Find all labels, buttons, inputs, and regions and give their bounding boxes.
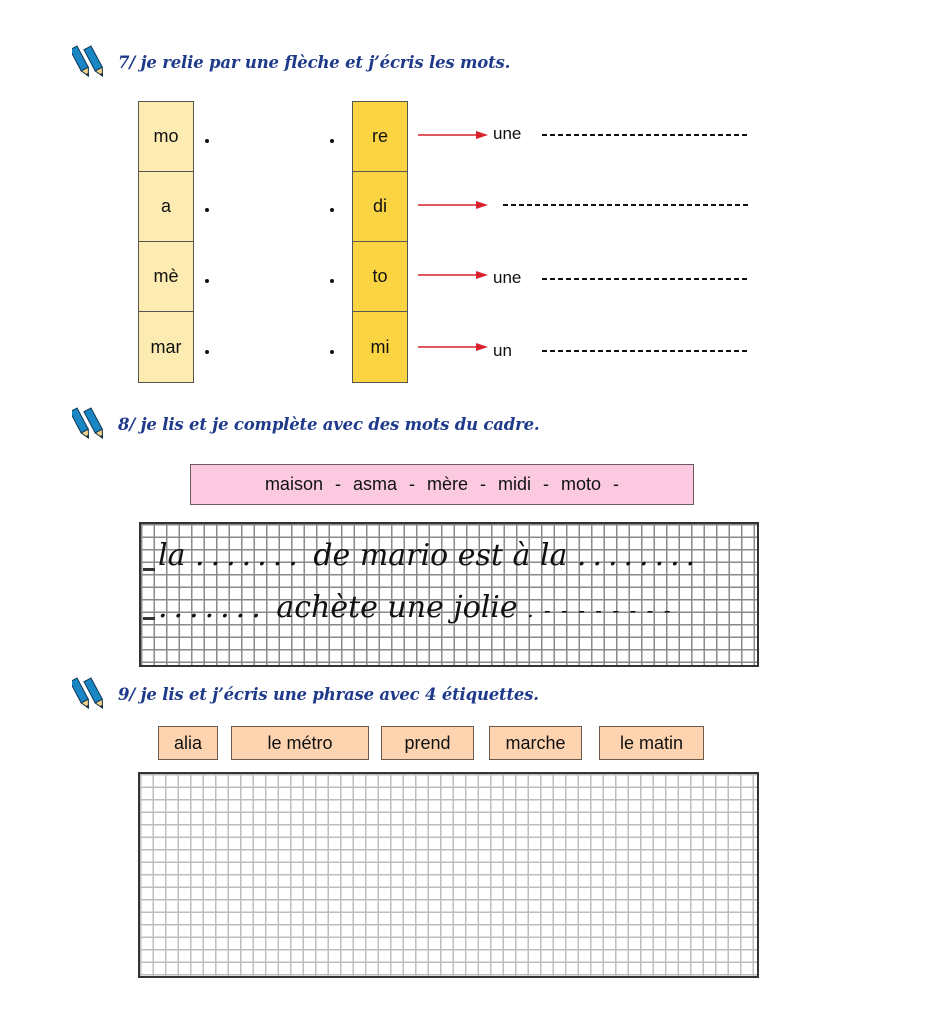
blank-field[interactable]: ....... [158, 590, 267, 625]
word-tag[interactable]: prend [381, 726, 474, 760]
red-arrow-icon [418, 270, 488, 280]
left-connect-dot[interactable] [205, 208, 209, 212]
word-tag[interactable]: le matin [599, 726, 704, 760]
right-syllable: mi [370, 336, 390, 357]
line-start-mark [143, 617, 155, 620]
left-syllable: mo [139, 102, 193, 172]
sentence-1-middle: de mario est à la [313, 538, 568, 573]
word-bank-separator: - [613, 474, 620, 494]
right-connect-dot[interactable] [330, 350, 334, 354]
exercise-9-heading [72, 676, 539, 712]
word-bank-separator: - [480, 474, 486, 494]
word-bank-separator: - [408, 474, 415, 494]
answer-line[interactable] [503, 204, 750, 206]
pencil-icon [72, 44, 106, 80]
right-syllable: to [353, 242, 407, 312]
left-connect-dot[interactable] [205, 350, 209, 354]
right-connect-dot[interactable] [330, 208, 334, 212]
pencil-icon [72, 406, 106, 442]
blank-field[interactable]: ....... [195, 538, 304, 573]
red-arrow-icon [418, 200, 488, 210]
left-syllable: mè [139, 242, 193, 312]
left-syllable: a [139, 172, 193, 242]
right-connect-dot[interactable] [330, 279, 334, 283]
right-syllable: re [353, 102, 407, 172]
word-bank-separator: - [543, 474, 550, 494]
sentence-1 [158, 538, 701, 573]
word-tag[interactable]: marche [489, 726, 582, 760]
exercise-7-heading [72, 44, 510, 80]
blank-field[interactable]: ........ [576, 538, 702, 573]
left-connect-dot[interactable] [205, 279, 209, 283]
right-syllable-column [352, 101, 408, 383]
word-bank-separator: - [334, 474, 341, 494]
sentence-1-start: la [158, 538, 186, 573]
word-bank-word: asma [352, 474, 397, 494]
sentence-2-middle: achète une jolie [276, 590, 518, 625]
word-tag[interactable]: le métro [231, 726, 369, 760]
right-connect-dot[interactable] [330, 139, 334, 143]
word-bank-word: moto [561, 474, 602, 494]
line-start-mark [143, 568, 155, 571]
sentence-2 [158, 590, 673, 625]
pencil-icon [72, 676, 106, 712]
left-syllable-column [138, 101, 194, 383]
article-label: une [493, 268, 522, 287]
exercise-9-title: 9/ je lis et j’écris une phrase avec 4 étiquettes. [118, 684, 539, 704]
exercise-8-heading [72, 406, 539, 442]
exercise-7-title: 7/ je relie par une flèche et j’écris les mots. [118, 52, 511, 72]
word-bank-word: midi [498, 474, 532, 494]
right-syllable: di [353, 172, 407, 242]
word-bank-word: mère [426, 474, 468, 494]
answer-line[interactable] [542, 134, 748, 136]
left-syllable: mar [150, 336, 182, 357]
red-arrow-icon [418, 342, 488, 352]
answer-line[interactable] [542, 278, 748, 280]
article-label: une [493, 124, 522, 143]
word-tag[interactable]: alia [158, 726, 218, 760]
left-connect-dot[interactable] [205, 139, 209, 143]
red-arrow-icon [418, 130, 488, 140]
blank-field[interactable]: . - - - - ‐ - - - [527, 598, 673, 622]
word-bank-word: maison [264, 474, 323, 494]
word-bank [190, 464, 694, 505]
answer-line[interactable] [542, 350, 748, 352]
exercise-8-title: 8/ je lis et je complète avec des mots du cadre. [118, 414, 540, 434]
article-label: un [493, 341, 512, 360]
sentence-writing-grid[interactable] [138, 772, 759, 978]
